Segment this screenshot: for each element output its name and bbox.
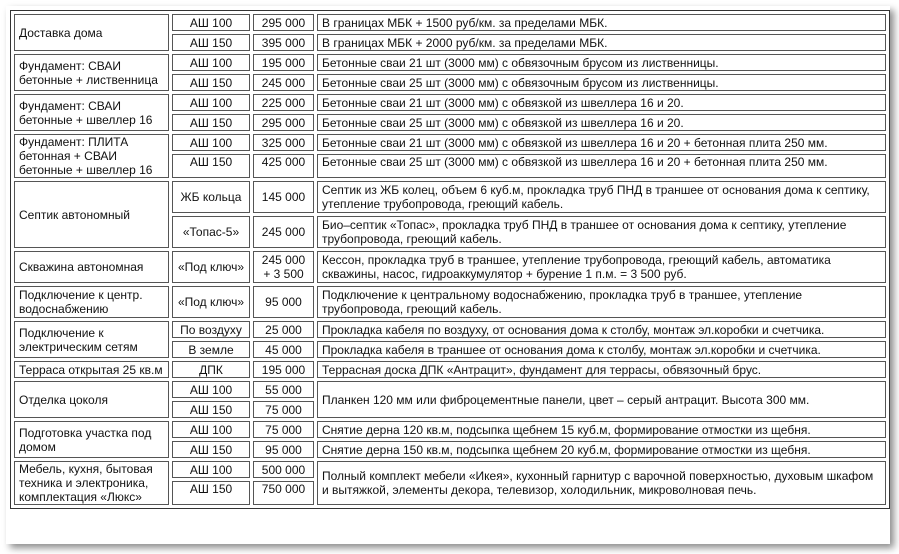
option-price: 95 000 [253, 441, 314, 458]
option-description: В границах МБК + 1500 руб/км. за пределами МБК. [317, 14, 886, 31]
option-price: 75 000 [253, 401, 314, 418]
option-description: Прокладка кабеля по воздуху, от основания дома к столбу, монтаж эл.коробки и счетчика. [317, 321, 886, 338]
option-price: 195 000 [253, 361, 314, 378]
option-type: АШ 150 [172, 154, 250, 178]
option-price: 245 000 [253, 216, 314, 248]
option-price: 295 000 [253, 14, 314, 31]
option-description: Бетонные сваи 21 шт (3000 мм) с обвязкой из швеллера 16 и 20. [317, 94, 886, 111]
table-row [14, 181, 886, 213]
option-type: По воздуху [172, 321, 250, 338]
option-description: Террасная доска ДПК «Антрацит», фундамент для террасы, обвязочный брус. [317, 361, 886, 378]
section-label: Терраса открытая 25 кв.м [14, 361, 169, 378]
option-type: «Топас-5» [172, 216, 250, 248]
option-price: 25 000 [253, 321, 314, 338]
option-price: 225 000 [253, 94, 314, 111]
table-row [14, 134, 886, 151]
section-label: Фундамент: СВАИ бетонные + швеллер 16 [14, 94, 169, 131]
option-type: АШ 150 [172, 34, 250, 51]
table-row [14, 286, 886, 318]
table-row [14, 421, 886, 438]
option-type: «Под ключ» [172, 251, 250, 283]
option-type: АШ 100 [172, 134, 250, 151]
option-price: 45 000 [253, 341, 314, 358]
option-description: Бетонные сваи 21 шт (3000 мм) с обвязочным брусом из лиственницы. [317, 54, 886, 71]
option-price: 750 000 [253, 481, 314, 505]
table-row [14, 461, 886, 478]
option-price: 245 000 [253, 74, 314, 91]
option-description: Снятие дерна 120 кв.м, подсыпка щебнем 15 куб.м, формирование отмостки из щебня. [317, 421, 886, 438]
table-row [14, 14, 886, 31]
table-row [14, 381, 886, 398]
option-price: 395 000 [253, 34, 314, 51]
option-description: Бетонные сваи 25 шт (3000 мм) с обвязкой из швеллера 16 и 20 + бетонная плита 250 мм. [317, 154, 886, 178]
section-label: Подготовка участка под домом [14, 421, 169, 458]
option-description: Кессон, прокладка труб в траншее, утепление трубопровода, греющий кабель, автоматика скважины, насос, гидроаккумулятор + бурение 1 п.м. = 3 500 руб. [317, 251, 886, 283]
option-description: Планкен 120 мм или фиброцементные панели, цвет – серый антрацит. Высота 300 мм. [317, 381, 886, 418]
table-row [14, 361, 886, 378]
section-label: Подключение к электрическим сетям [14, 321, 169, 358]
option-description: Подключение к центральному водоснабжению, прокладка труб в траншее, утепление трубопровода, греющий кабель. [317, 286, 886, 318]
option-type: АШ 150 [172, 401, 250, 418]
option-description: В границах МБК + 2000 руб/км. за пределами МБК. [317, 34, 886, 51]
option-type: АШ 100 [172, 421, 250, 438]
option-type: ДПК [172, 361, 250, 378]
section-label: Мебель, кухня, бытовая техника и электроника, комплектация «Люкс» [14, 461, 169, 505]
table-row [14, 54, 886, 71]
option-type: «Под ключ» [172, 286, 250, 318]
option-description: Био–септик «Топас», прокладка труб ПНД в траншее от основания дома к септику, утепление трубопровода, греющий кабель. [317, 216, 886, 248]
option-type: АШ 100 [172, 54, 250, 71]
option-type: АШ 100 [172, 94, 250, 111]
option-description: Прокладка кабеля в траншее от основания дома к столбу, монтаж эл.коробки и счетчика. [317, 341, 886, 358]
section-label: Отделка цоколя [14, 381, 169, 418]
option-description: Снятие дерна 150 кв.м, подсыпка щебнем 20 куб.м, формирование отмостки из щебня. [317, 441, 886, 458]
option-description: Полный комплект мебели «Икея», кухонный гарнитур с варочной поверхностью, духовым шкафом и вытяжкой, элементы декора, телевизор, холодильник, микроволновая печь. [317, 461, 886, 505]
option-type: ЖБ кольца [172, 181, 250, 213]
option-price: 500 000 [253, 461, 314, 478]
option-type: АШ 100 [172, 14, 250, 31]
section-label: Доставка дома [14, 14, 169, 51]
table-row [14, 94, 886, 111]
section-label: Фундамент: ПЛИТА бетонная + СВАИ бетонные + швеллер 16 [14, 134, 169, 178]
option-price: 95 000 [253, 286, 314, 318]
option-type: В земле [172, 341, 250, 358]
section-label: Скважина автономная [14, 251, 169, 283]
option-description: Бетонные сваи 25 шт (3000 мм) с обвязкой из швеллера 16 и 20. [317, 114, 886, 131]
option-description: Бетонные сваи 21 шт (3000 мм) с обвязкой из швеллера 16 и 20 + бетонная плита 250 мм. [317, 134, 886, 151]
option-description: Бетонные сваи 25 шт (3000 мм) с обвязочным брусом из лиственницы. [317, 74, 886, 91]
option-price: 295 000 [253, 114, 314, 131]
option-type: АШ 100 [172, 461, 250, 478]
table-row [14, 321, 886, 338]
price-table [10, 10, 890, 509]
section-label: Септик автономный [14, 181, 169, 248]
option-type: АШ 150 [172, 441, 250, 458]
option-type: АШ 150 [172, 481, 250, 505]
option-price: 75 000 [253, 421, 314, 438]
option-price: 425 000 [253, 154, 314, 178]
option-type: АШ 150 [172, 114, 250, 131]
option-price: 245 000 + 3 500 [253, 251, 314, 283]
table-row [14, 251, 886, 283]
option-description: Септик из ЖБ колец, объем 6 куб.м, прокладка труб ПНД в траншее от основания дома к септику, утепление трубопровода, греющий кабель. [317, 181, 886, 213]
section-label: Фундамент: СВАИ бетонные + лиственница [14, 54, 169, 91]
section-label: Подключение к центр. водоснабжению [14, 286, 169, 318]
option-price: 55 000 [253, 381, 314, 398]
option-type: АШ 100 [172, 381, 250, 398]
option-price: 325 000 [253, 134, 314, 151]
option-price: 195 000 [253, 54, 314, 71]
option-type: АШ 150 [172, 74, 250, 91]
option-price: 145 000 [253, 181, 314, 213]
